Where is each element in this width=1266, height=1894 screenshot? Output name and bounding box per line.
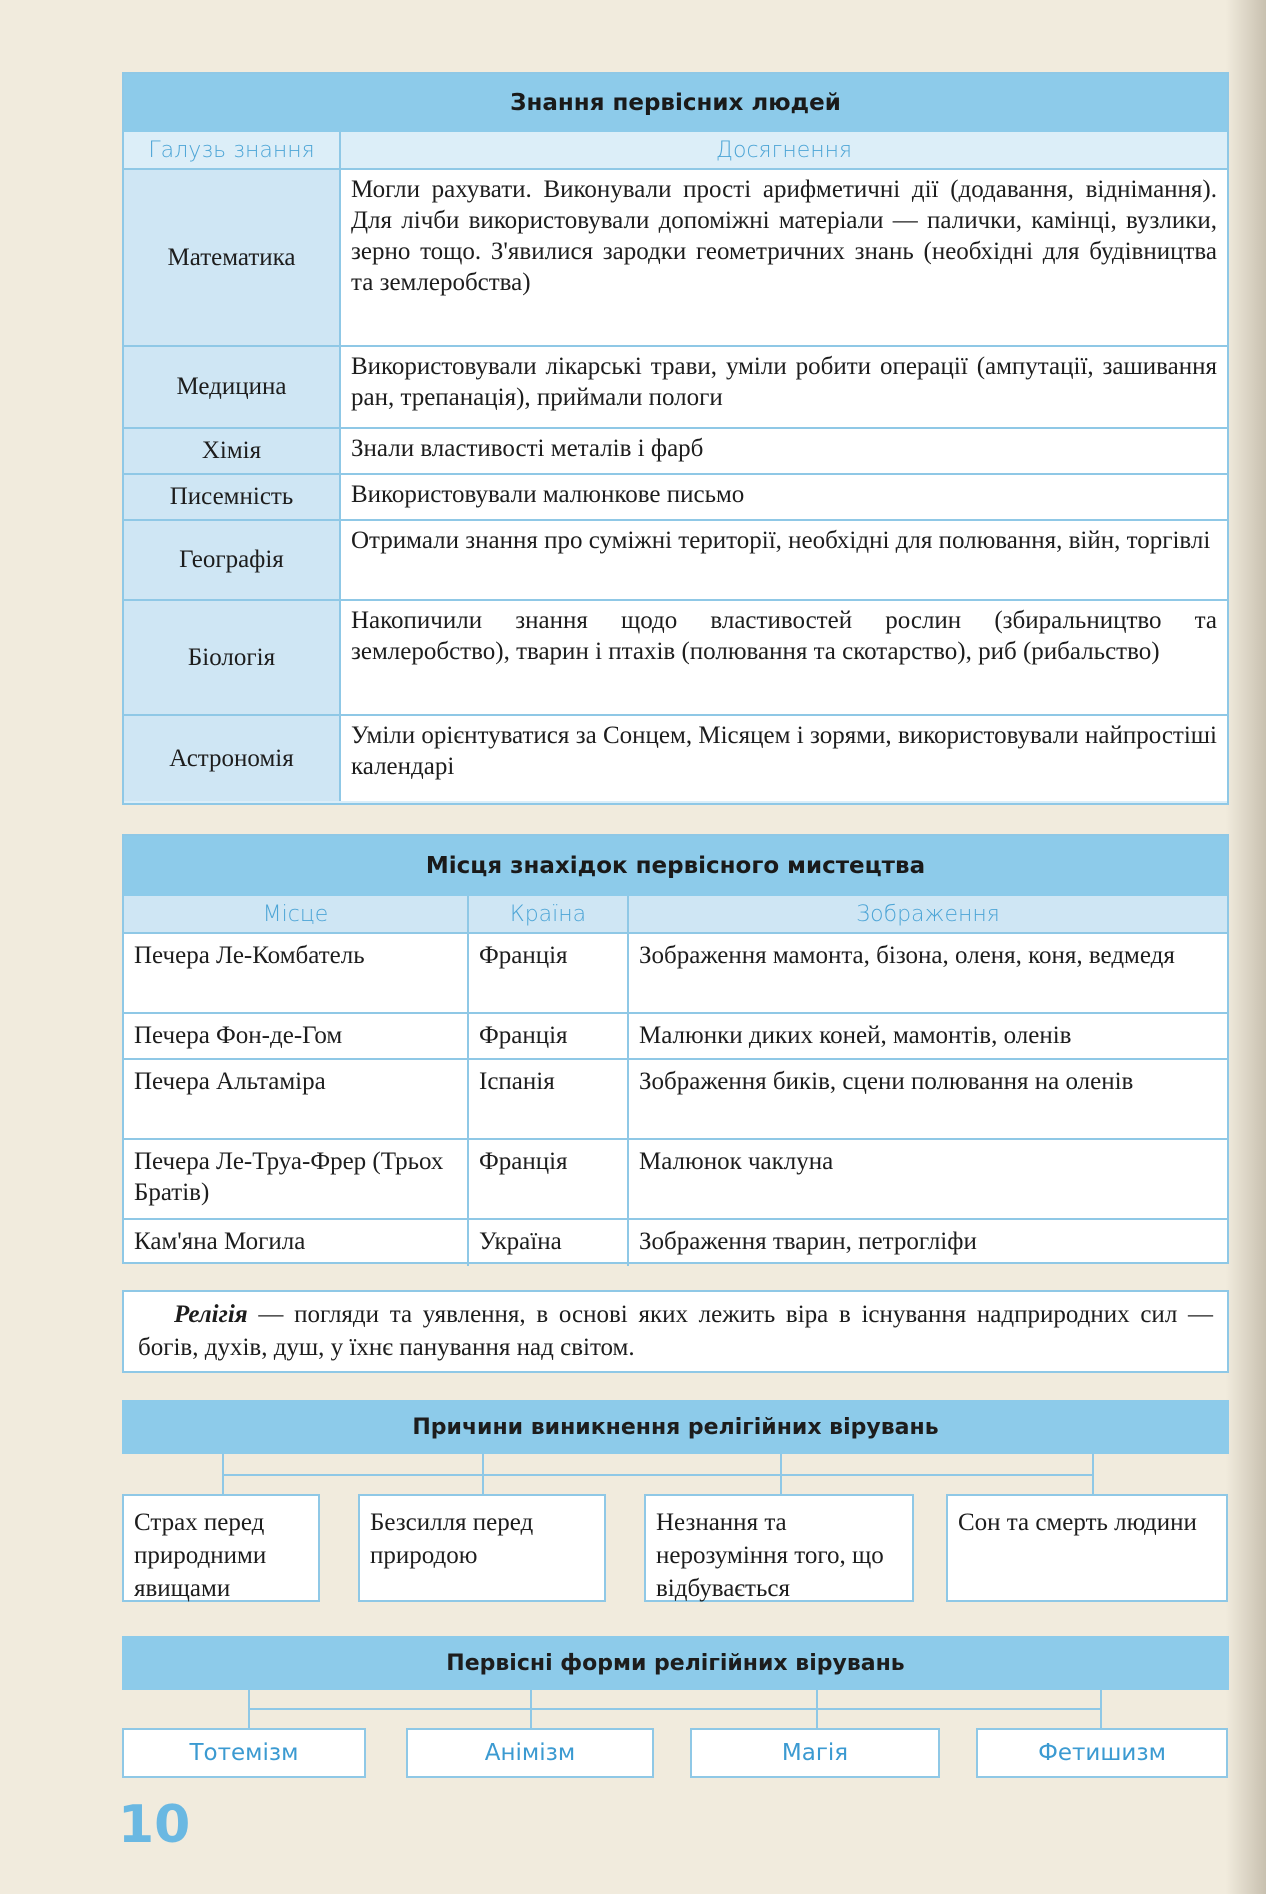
religion-term: Релігія <box>174 1301 248 1328</box>
form-box-fetishism: Фетишизм <box>976 1728 1228 1778</box>
image-cell: Зображення тварин, петрогліфи <box>627 1220 1227 1266</box>
art-table-title: Місця знахідок первісного мистецтва <box>124 836 1227 896</box>
page-edge-shadow <box>1226 0 1266 1894</box>
religion-definition-text: — погляди та уявлення, в основі яких лежить віра в існування надприродних сил — богів, духів, душ, у їхнє панування над світом. <box>138 1301 1213 1361</box>
place-cell: Печера Ле-Комбатель <box>134 942 365 969</box>
page-number: 10 <box>118 1795 191 1855</box>
field-cell: Астрономія <box>124 716 339 801</box>
place-cell: Печера Фон-де-Гом <box>134 1022 343 1049</box>
table-row <box>124 347 1227 429</box>
forms-banner: Первісні форми релігійних вірувань <box>122 1636 1229 1690</box>
country-cell: Іспанія <box>467 1060 627 1138</box>
connector-line <box>222 1454 224 1476</box>
cause-box: Сон та смерть людини <box>946 1494 1228 1602</box>
table-row <box>124 716 1227 801</box>
country-cell: Франція <box>467 934 627 1012</box>
causes-banner: Причини виникнення релігійних вірувань <box>122 1400 1229 1454</box>
table-row <box>124 521 1227 601</box>
connector-line <box>248 1708 1102 1710</box>
knowledge-table <box>122 72 1229 805</box>
table-row <box>124 170 1227 347</box>
table-row <box>124 1220 1227 1266</box>
form-box-magic: Магія <box>690 1728 940 1778</box>
connector-line <box>1092 1474 1094 1496</box>
field-cell: Біологія <box>124 601 339 714</box>
achievement-cell: Знали властивості металів і фарб <box>339 429 1227 473</box>
place-cell: Печера Альтаміра <box>134 1068 326 1095</box>
image-cell: Зображення биків, сцени полювання на оленів <box>627 1060 1227 1138</box>
achievement-cell: Використовували лікарські трави, уміли робити операції (ампутації, зашивання ран, трепанація), приймали пологи <box>339 347 1227 427</box>
field-cell: Географія <box>124 521 339 599</box>
achievement-cell: Отримали знання про суміжні території, необхідні для полювання, війн, торгівлі <box>339 521 1227 599</box>
table-row <box>124 429 1227 475</box>
connector-line <box>1100 1690 1102 1710</box>
achievement-cell: Накопичили знання щодо властивостей рослин (збиральництво та землеробство), тварин і птахів (полювання та скотарство), риб (рибальство) <box>339 601 1227 714</box>
achievement-cell: Використовували малюнкове письмо <box>339 475 1227 519</box>
country-cell: Франція <box>467 1140 627 1218</box>
art-table-header <box>124 896 1227 934</box>
religion-definition <box>122 1290 1229 1373</box>
field-cell: Писемність <box>124 475 339 519</box>
achievement-cell: Могли рахувати. Виконували прості арифметичні дії (додавання, віднімання). Для лічби використовували допоміжні матеріали — палички, камінці, вузлики, зерно тощо. З'явилися зародки геометричних знань (необхідні для будівництва та землеробства) <box>339 170 1227 345</box>
form-box-animism: Анімізм <box>406 1728 654 1778</box>
cause-box: Страх перед природними явищами <box>122 1494 320 1602</box>
connector-line <box>530 1708 532 1730</box>
connector-line <box>222 1474 1094 1476</box>
table-row <box>124 934 1227 1014</box>
place-cell: Печера Ле-Труа-Фрер (Трьох Братів) <box>134 1148 444 1206</box>
connector-line <box>222 1474 224 1496</box>
cause-box: Безсилля перед природою <box>358 1494 606 1602</box>
connector-line <box>482 1454 484 1476</box>
table-row <box>124 1014 1227 1060</box>
header-field: Галузь знання <box>148 137 315 163</box>
place-cell: Кам'яна Могила <box>134 1228 306 1255</box>
form-box-totemism: Тотемізм <box>122 1728 366 1778</box>
connector-line <box>816 1690 818 1710</box>
image-cell: Малюнки диких коней, мамонтів, оленів <box>627 1014 1227 1058</box>
field-cell: Медицина <box>124 347 339 427</box>
connector-line <box>780 1474 782 1496</box>
header-country: Країна <box>467 896 627 932</box>
table-row <box>124 475 1227 521</box>
table-row <box>124 1140 1227 1220</box>
country-cell: Україна <box>467 1220 627 1266</box>
country-cell: Франція <box>467 1014 627 1058</box>
art-sites-table <box>122 834 1229 1264</box>
table-row <box>124 601 1227 716</box>
knowledge-table-title: Знання первісних людей <box>124 74 1227 132</box>
knowledge-table-header <box>124 132 1227 170</box>
header-place: Місце <box>262 901 329 927</box>
connector-line <box>780 1454 782 1476</box>
achievement-cell: Уміли орієнтуватися за Сонцем, Місяцем і зорями, використовували найпростіші календарі <box>339 716 1227 801</box>
connector-line <box>482 1474 484 1496</box>
connector-line <box>530 1690 532 1710</box>
table-row <box>124 1060 1227 1140</box>
connector-line <box>816 1708 818 1730</box>
connector-line <box>1092 1454 1094 1476</box>
cause-box: Незнання та нерозуміння того, що відбувається <box>644 1494 914 1602</box>
connector-line <box>1100 1708 1102 1730</box>
header-achievement: Досягнення <box>339 132 1227 168</box>
image-cell: Малюнок чаклуна <box>627 1140 1227 1218</box>
field-cell: Математика <box>124 170 339 345</box>
connector-line <box>248 1708 250 1730</box>
image-cell: Зображення мамонта, бізона, оленя, коня, ведмедя <box>627 934 1227 1012</box>
header-image: Зображення <box>627 896 1227 932</box>
field-cell: Хімія <box>124 429 339 473</box>
connector-line <box>248 1690 250 1710</box>
